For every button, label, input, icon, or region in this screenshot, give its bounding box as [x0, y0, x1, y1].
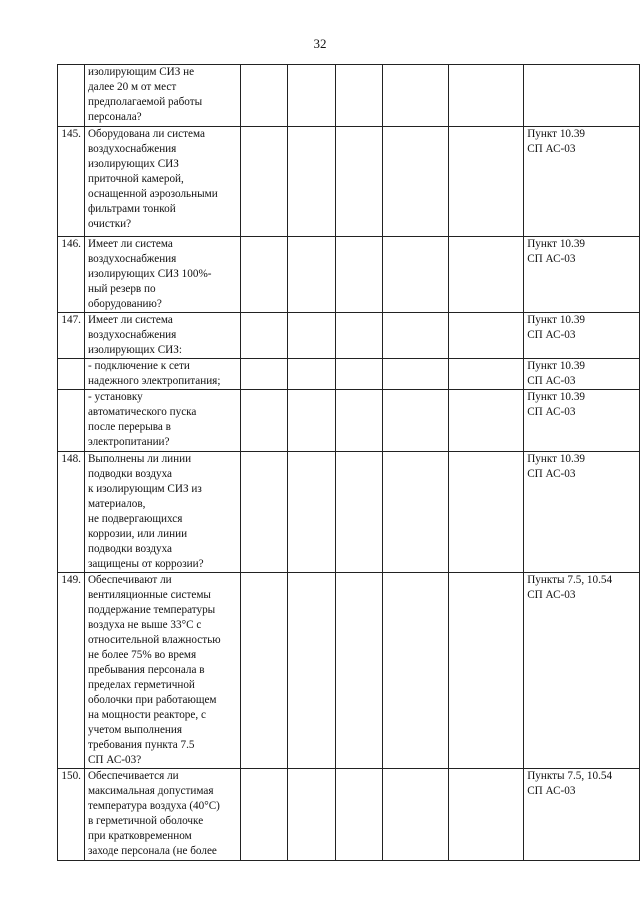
- row-number-cell: [58, 237, 85, 313]
- question-line: коррозии, или линии: [87, 528, 188, 540]
- question-cell: [84, 313, 240, 359]
- table-row: [58, 237, 640, 313]
- reference-line: Пункт 10.39: [527, 453, 586, 465]
- page-number: 32: [313, 36, 327, 51]
- question-cell: [84, 769, 240, 861]
- question-line: - установку: [87, 391, 143, 403]
- answer-cell[interactable]: [288, 573, 336, 769]
- row-number: 146.: [61, 238, 81, 250]
- answer-cell[interactable]: [382, 769, 448, 861]
- reference-line: Пункт 10.39: [527, 128, 586, 140]
- answer-cell[interactable]: [241, 390, 288, 452]
- answer-cell[interactable]: [241, 573, 288, 769]
- table-row: [58, 769, 640, 861]
- question-line: оснащенной аэрозольными: [87, 188, 218, 200]
- question-line: воздухоснабжения: [87, 143, 177, 155]
- question-line: СП АС-03?: [87, 754, 142, 766]
- row-number-cell: [58, 769, 85, 861]
- question-line: Имеет ли система: [87, 238, 173, 250]
- answer-cell[interactable]: [335, 452, 382, 573]
- question-line: учетом выполнения: [87, 724, 183, 736]
- question-line: Имеет ли система: [87, 314, 173, 326]
- question-line: электропитании?: [87, 436, 170, 448]
- question-cell: [84, 65, 240, 127]
- question-line: на мощности реакторе, с: [87, 709, 206, 721]
- table-row: [58, 359, 640, 390]
- answer-cell[interactable]: [382, 359, 448, 390]
- question-line: защищены от коррозии?: [87, 558, 204, 570]
- question-line: изолирующих СИЗ 100%-: [87, 268, 212, 280]
- answer-cell[interactable]: [382, 452, 448, 573]
- question-cell: [84, 359, 240, 390]
- question-line: поддержание температуры: [87, 604, 216, 616]
- row-number-cell: [58, 573, 85, 769]
- question-line: при кратковременном: [87, 830, 192, 842]
- table-row: [58, 313, 640, 359]
- question-cell: [84, 237, 240, 313]
- question-cell: [84, 452, 240, 573]
- question-line: изолирующим СИЗ не: [87, 66, 195, 78]
- reference-line: Пункт 10.39: [527, 238, 586, 250]
- question-line: персонала?: [87, 111, 142, 123]
- row-number-cell: [58, 359, 85, 390]
- answer-cell[interactable]: [288, 359, 336, 390]
- answer-cell[interactable]: [335, 390, 382, 452]
- answer-cell[interactable]: [241, 65, 288, 127]
- row-number-cell: [58, 127, 85, 237]
- answer-cell[interactable]: [382, 237, 448, 313]
- reference-cell: [524, 127, 640, 237]
- checklist-table: [57, 64, 640, 861]
- reference-line: Пункт 10.39: [527, 314, 586, 326]
- question-line: пребывания персонала в: [87, 664, 205, 676]
- reference-line: Пункты 7.5, 10.54: [527, 574, 613, 586]
- answer-cell[interactable]: [335, 237, 382, 313]
- reference-line: СП АС-03: [527, 468, 576, 480]
- question-line: фильтрами тонкой: [87, 203, 176, 215]
- question-cell: [84, 127, 240, 237]
- question-line: изолирующих СИЗ: [87, 158, 179, 170]
- reference-line: СП АС-03: [527, 589, 576, 601]
- row-number-cell: [58, 452, 85, 573]
- question-line: к изолирующим СИЗ из: [87, 483, 202, 495]
- question-cell: [84, 390, 240, 452]
- question-line: требования пункта 7.5: [87, 739, 195, 751]
- reference-line: СП АС-03: [527, 329, 576, 341]
- answer-cell[interactable]: [382, 573, 448, 769]
- answer-cell[interactable]: [448, 769, 523, 861]
- reference-line: Пункт 10.39: [527, 391, 586, 403]
- reference-line: СП АС-03: [527, 785, 576, 797]
- answer-cell[interactable]: [448, 359, 523, 390]
- row-number: 148.: [61, 453, 81, 465]
- answer-cell[interactable]: [335, 65, 382, 127]
- table-row: [58, 452, 640, 573]
- answer-cell[interactable]: [382, 390, 448, 452]
- reference-cell: [524, 237, 640, 313]
- reference-cell: [524, 359, 640, 390]
- answer-cell[interactable]: [382, 313, 448, 359]
- answer-cell[interactable]: [288, 313, 336, 359]
- row-number: 149.: [61, 574, 81, 586]
- row-number-cell: [58, 65, 85, 127]
- answer-cell[interactable]: [241, 359, 288, 390]
- question-line: максимальная допустимая: [87, 785, 214, 797]
- question-line: Выполнены ли линии: [87, 453, 192, 465]
- answer-cell[interactable]: [448, 390, 523, 452]
- answer-cell[interactable]: [288, 390, 336, 452]
- answer-cell[interactable]: [288, 769, 336, 861]
- answer-cell[interactable]: [382, 127, 448, 237]
- question-line: Обеспечивают ли: [87, 574, 172, 586]
- answer-cell[interactable]: [241, 127, 288, 237]
- answer-cell[interactable]: [335, 769, 382, 861]
- question-line: предполагаемой работы: [87, 96, 203, 108]
- question-line: после перерыва в: [87, 421, 171, 433]
- table-row: [58, 65, 640, 127]
- answer-cell[interactable]: [288, 452, 336, 573]
- question-line: в герметичной оболочке: [87, 815, 204, 827]
- question-cell: [84, 573, 240, 769]
- answer-cell[interactable]: [448, 452, 523, 573]
- question-line: изолирующих СИЗ:: [87, 344, 182, 356]
- reference-line: Пункт 10.39: [527, 360, 586, 372]
- reference-line: СП АС-03: [527, 143, 576, 155]
- answer-cell[interactable]: [241, 313, 288, 359]
- row-number-cell: [58, 390, 85, 452]
- row-number: 145.: [61, 128, 81, 140]
- answer-cell[interactable]: [288, 65, 336, 127]
- answer-cell[interactable]: [288, 237, 336, 313]
- answer-cell[interactable]: [448, 65, 523, 127]
- question-line: пределах герметичной: [87, 679, 195, 691]
- answer-cell[interactable]: [448, 573, 523, 769]
- reference-line: СП АС-03: [527, 253, 576, 265]
- question-line: воздуха не выше 33°С с: [87, 619, 202, 631]
- question-line: приточной камерой,: [87, 173, 184, 185]
- reference-line: Пункты 7.5, 10.54: [527, 770, 613, 782]
- question-line: очистки?: [87, 218, 132, 230]
- table-row: [58, 390, 640, 452]
- table-row: [58, 127, 640, 237]
- question-line: температура воздуха (40°С): [87, 800, 220, 812]
- question-line: далее 20 м от мест: [87, 81, 177, 93]
- table-row: [58, 573, 640, 769]
- answer-cell[interactable]: [335, 573, 382, 769]
- answer-cell[interactable]: [241, 769, 288, 861]
- question-line: вентиляционные системы: [87, 589, 211, 601]
- answer-cell[interactable]: [448, 313, 523, 359]
- question-line: - подключение к сети: [87, 360, 190, 372]
- answer-cell[interactable]: [335, 313, 382, 359]
- answer-cell[interactable]: [448, 127, 523, 237]
- question-line: относительной влажностью: [87, 634, 221, 646]
- answer-cell[interactable]: [241, 237, 288, 313]
- question-line: надежного электропитания;: [87, 375, 221, 387]
- answer-cell[interactable]: [241, 452, 288, 573]
- question-line: материалов,: [87, 498, 146, 510]
- reference-cell: [524, 390, 640, 452]
- reference-cell: [524, 452, 640, 573]
- row-number: 147.: [61, 314, 81, 326]
- question-line: Обеспечивается ли: [87, 770, 179, 782]
- question-line: оболочки при работающем: [87, 694, 217, 706]
- question-line: Оборудована ли система: [87, 128, 205, 140]
- row-number-cell: [58, 313, 85, 359]
- answer-cell[interactable]: [288, 127, 336, 237]
- reference-line: СП АС-03: [527, 406, 576, 418]
- question-line: воздухоснабжения: [87, 329, 177, 341]
- question-line: подводки воздуха: [87, 468, 173, 480]
- row-number: 150.: [61, 770, 81, 782]
- reference-line: СП АС-03: [527, 375, 576, 387]
- question-line: автоматического пуска: [87, 406, 197, 418]
- question-line: ный резерв по: [87, 283, 156, 295]
- reference-cell: [524, 769, 640, 861]
- question-line: не более 75% во время: [87, 649, 197, 661]
- question-line: оборудованию?: [87, 298, 162, 310]
- answer-cell[interactable]: [382, 65, 448, 127]
- question-line: воздухоснабжения: [87, 253, 177, 265]
- answer-cell[interactable]: [335, 359, 382, 390]
- reference-cell: [524, 313, 640, 359]
- answer-cell[interactable]: [448, 237, 523, 313]
- reference-cell: [524, 573, 640, 769]
- question-line: подводки воздуха: [87, 543, 173, 555]
- question-line: заходе персонала (не более: [87, 845, 217, 857]
- reference-cell: [524, 65, 640, 127]
- question-line: не подвергающихся: [87, 513, 183, 525]
- answer-cell[interactable]: [335, 127, 382, 237]
